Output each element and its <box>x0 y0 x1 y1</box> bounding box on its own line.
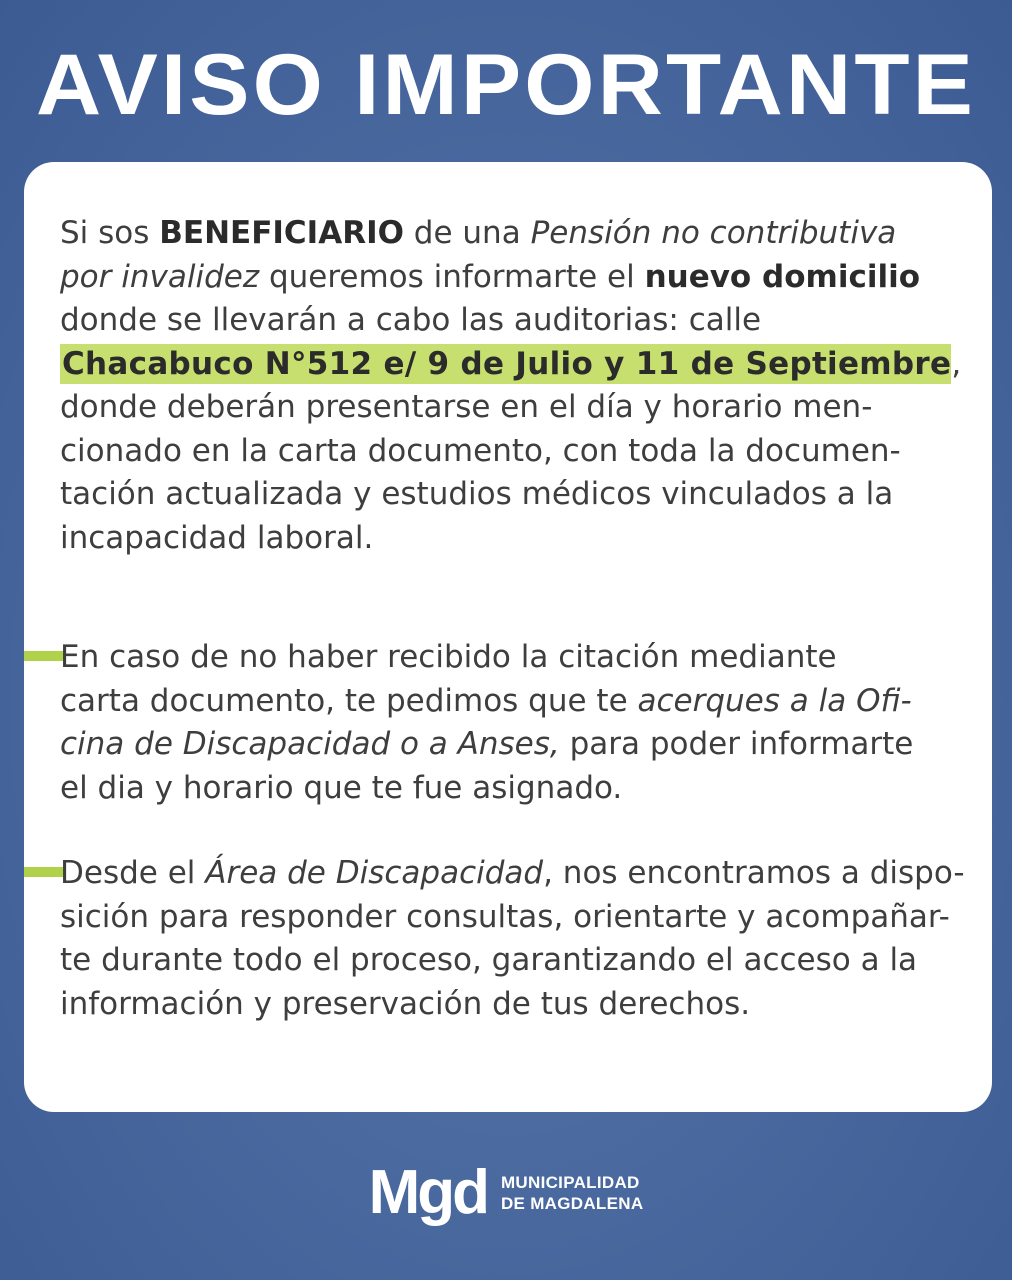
p1-line-7: tación actualizada y estudios médicos vinculados a la <box>60 476 894 512</box>
p2-text: para poder informarte <box>559 726 914 762</box>
p3-line-3: te durante todo el proceso, garantizando el acceso a la <box>60 942 918 978</box>
municipality-name <box>501 1172 643 1214</box>
disability-area-paragraph <box>60 852 990 1026</box>
office-label: acerques a la Ofi- <box>637 682 912 719</box>
p1-text: queremos informarte el <box>259 258 645 295</box>
p2-line-3 <box>60 723 990 767</box>
beneficiary-paragraph <box>60 212 990 560</box>
p3-line-1 <box>60 852 990 896</box>
area-label: Área de Discapacidad <box>205 855 544 891</box>
office-label: cina de Discapacidad o a Anses, <box>60 726 560 762</box>
p3-text: Desde el <box>60 855 206 891</box>
p1-line-1 <box>60 212 990 256</box>
p2-line-1: En caso de no haber recibido la citación mediante <box>60 639 837 675</box>
p1-line-8: incapacidad laboral. <box>60 519 374 556</box>
page-title: AVISO IMPORTANTE <box>35 37 977 133</box>
p1-text: Si sos <box>60 215 160 251</box>
p1-line-3: donde se llevarán a cabo las auditorias: calle <box>60 302 762 338</box>
beneficiary-label: BENEFICIARIO <box>159 215 404 251</box>
p2-line-2 <box>60 680 990 724</box>
p2-text: carta documento, te pedimos que te <box>60 682 638 719</box>
p1-line-5: donde deberán presentarse en el día y horario men- <box>60 389 873 425</box>
p3-text: , nos encontramos a dispo- <box>543 855 965 891</box>
municipality-name-line-2: DE MAGDALENA <box>500 1194 644 1213</box>
p2-line-4: el dia y horario que te fue asignado. <box>60 769 623 806</box>
municipality-name-line-1: MUNICIPALIDAD <box>500 1173 640 1192</box>
mgd-logo-mark: Mgd <box>368 1158 487 1227</box>
address-highlight: Chacabuco N°512 e/ 9 de Julio y 11 de Septiembre <box>62 345 952 382</box>
new-address-label: nuevo domicilio <box>644 258 920 295</box>
p3-line-2: sición para responder consultas, orientarte y acompañar- <box>60 898 950 935</box>
p1-line-6: cionado en la carta documento, con toda la documen- <box>60 432 901 469</box>
municipality-logo <box>0 1158 1012 1228</box>
p3-line-4: información y preservación de tus derechos. <box>60 985 751 1022</box>
p1-line-2 <box>60 256 990 300</box>
pension-label: Pensión no contributiva <box>530 215 897 251</box>
p1-line-4 <box>60 343 990 387</box>
pension-label: por invalidez <box>60 258 260 295</box>
p1-text: , <box>951 345 962 382</box>
p1-text: de una <box>403 215 531 251</box>
no-citation-paragraph <box>60 636 990 810</box>
